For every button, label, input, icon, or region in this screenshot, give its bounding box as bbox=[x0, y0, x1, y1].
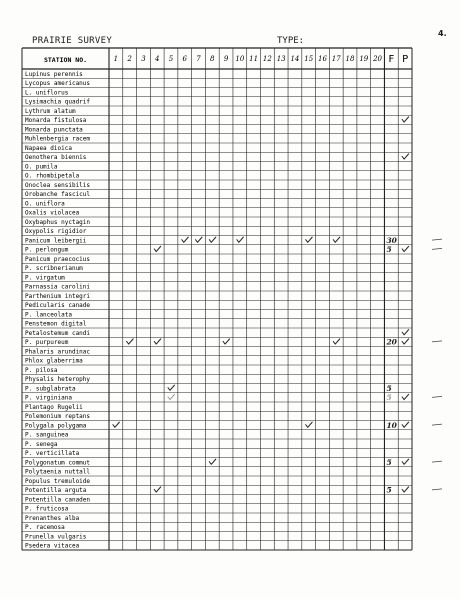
column-header-P: P bbox=[402, 54, 409, 65]
species-name: P. pilosa bbox=[25, 366, 58, 374]
check-mark bbox=[402, 422, 409, 427]
species-name: Phalaris arundinac bbox=[25, 348, 91, 356]
type-label: TYPE: bbox=[277, 36, 305, 46]
check-mark bbox=[154, 487, 161, 492]
species-name: Physalis heterophy bbox=[25, 376, 91, 384]
species-name: Lupinus perennis bbox=[25, 70, 83, 78]
margin-dash bbox=[432, 489, 442, 490]
check-mark bbox=[402, 154, 409, 159]
species-name: Petalostemum candi bbox=[25, 329, 91, 337]
column-header-15: 15 bbox=[304, 55, 314, 63]
check-mark bbox=[209, 459, 216, 464]
species-name: Pedicularis canade bbox=[25, 302, 91, 310]
column-header-7: 7 bbox=[196, 55, 201, 63]
margin-dash bbox=[432, 424, 442, 425]
check-mark bbox=[306, 237, 313, 242]
species-name: Onoclea sensibilis bbox=[25, 181, 91, 189]
species-name: O. uniflora bbox=[25, 200, 65, 208]
species-name: Psedera vitacea bbox=[25, 542, 80, 550]
frequency-value: 5 bbox=[386, 245, 392, 255]
species-name: P. sanguinea bbox=[25, 431, 69, 439]
species-name: Panicum praecocius bbox=[25, 255, 91, 263]
species-name: Lycopus americanus bbox=[25, 80, 91, 88]
column-header-17: 17 bbox=[331, 55, 341, 63]
species-name: Oenothera biennis bbox=[25, 154, 87, 162]
column-header-2: 2 bbox=[127, 55, 132, 63]
check-mark bbox=[402, 394, 409, 399]
column-header-8: 8 bbox=[210, 55, 215, 63]
frequency-value: 30 bbox=[386, 235, 397, 245]
species-name: Penstemon digital bbox=[25, 320, 87, 328]
station-number-header: STATION NO. bbox=[43, 56, 88, 64]
species-name: Plantago Rugelii bbox=[25, 403, 83, 411]
frequency-value: 5 bbox=[386, 383, 392, 393]
frequency-value: 20 bbox=[386, 337, 397, 347]
column-header-6: 6 bbox=[182, 55, 187, 63]
species-name: Oxypolis rigidior bbox=[25, 228, 87, 236]
species-name: Polygala polygama bbox=[25, 422, 87, 430]
check-mark bbox=[402, 117, 409, 122]
check-mark bbox=[168, 394, 175, 399]
species-name: P. verticillata bbox=[25, 450, 80, 458]
column-header-1: 1 bbox=[113, 55, 119, 63]
species-name: O. rhombipetala bbox=[25, 172, 80, 180]
species-name: Polygonatum commut bbox=[25, 459, 91, 467]
species-name: P. perlongum bbox=[25, 246, 69, 254]
check-mark bbox=[127, 339, 134, 344]
check-mark bbox=[154, 339, 161, 344]
species-name: Monarda punctata bbox=[25, 126, 83, 134]
margin-dash bbox=[432, 396, 442, 397]
species-name: Oxybaphus nyctagin bbox=[25, 218, 91, 226]
species-name: Phlox glaberrima bbox=[25, 357, 83, 365]
column-header-12: 12 bbox=[262, 55, 272, 63]
check-mark bbox=[306, 422, 313, 427]
species-name: Polemonium reptans bbox=[25, 413, 91, 421]
margin-dash bbox=[432, 341, 442, 342]
check-mark bbox=[154, 246, 161, 251]
check-mark bbox=[237, 237, 244, 242]
column-header-14: 14 bbox=[290, 55, 300, 63]
species-name: P. subglabrata bbox=[25, 385, 76, 393]
column-header-20: 20 bbox=[373, 55, 383, 63]
species-name: Orobanche fascicul bbox=[25, 191, 91, 199]
species-name: Polytaenia nuttall bbox=[25, 468, 91, 476]
species-name: Potentilla canaden bbox=[25, 496, 91, 504]
species-name: Monarda fistulosa bbox=[25, 117, 87, 125]
check-mark bbox=[113, 422, 120, 427]
column-header-19: 19 bbox=[359, 55, 369, 63]
column-header-3: 3 bbox=[141, 55, 146, 63]
check-mark bbox=[402, 330, 409, 335]
species-name: Lysimachia quadrif bbox=[25, 98, 91, 106]
species-name: Parnassia carolini bbox=[25, 283, 91, 291]
check-mark bbox=[196, 237, 203, 242]
check-mark bbox=[182, 237, 189, 242]
margin-dash bbox=[432, 461, 442, 462]
column-header-11: 11 bbox=[249, 55, 259, 63]
species-name: Panicum leibergii bbox=[25, 237, 87, 245]
column-header-16: 16 bbox=[318, 55, 327, 63]
frequency-value: 5 bbox=[386, 485, 392, 495]
species-name: Prunella vulgaris bbox=[25, 533, 87, 541]
column-header-4: 4 bbox=[154, 55, 160, 63]
species-name: L. uniflorus bbox=[25, 89, 69, 97]
column-header-9: 9 bbox=[223, 55, 229, 63]
check-mark bbox=[402, 487, 409, 492]
column-header-13: 13 bbox=[276, 55, 286, 63]
check-mark bbox=[402, 339, 409, 344]
check-mark bbox=[402, 246, 409, 251]
check-mark bbox=[168, 385, 175, 390]
species-name: P. virgatum bbox=[25, 274, 65, 282]
species-name: Oxalis violacea bbox=[25, 209, 80, 217]
page-number-mark: 4. bbox=[438, 29, 447, 38]
check-mark bbox=[223, 339, 230, 344]
species-name: Prenanthes alba bbox=[25, 514, 80, 522]
species-name: P. lanceolata bbox=[25, 311, 72, 319]
margin-dash bbox=[432, 248, 442, 249]
species-name: Lythrum alatum bbox=[25, 107, 76, 115]
page-title: PRAIRIE SURVEY bbox=[32, 36, 113, 46]
frequency-value: 5 bbox=[386, 393, 392, 403]
check-mark bbox=[333, 339, 340, 344]
column-header-5: 5 bbox=[168, 55, 174, 63]
margin-dash bbox=[432, 239, 442, 240]
check-mark bbox=[333, 237, 340, 242]
species-name: P. scribnerianum bbox=[25, 265, 83, 273]
check-mark bbox=[402, 459, 409, 464]
column-header-F: F bbox=[388, 54, 395, 65]
species-name: Populus tremuloide bbox=[25, 477, 91, 485]
species-name: O. pumila bbox=[25, 163, 58, 171]
column-header-10: 10 bbox=[235, 55, 245, 63]
species-name: Napaea dioica bbox=[25, 144, 72, 152]
species-name: Parthenium integri bbox=[25, 292, 91, 300]
species-name: P. virginiana bbox=[25, 394, 72, 402]
frequency-value: 10 bbox=[386, 420, 397, 430]
species-name: Potentilla arguta bbox=[25, 487, 87, 495]
frequency-value: 5 bbox=[386, 457, 392, 467]
species-name: P. purpureum bbox=[25, 339, 69, 347]
check-mark bbox=[209, 237, 216, 242]
species-name: Muhlenbergia racem bbox=[25, 135, 91, 143]
species-name: P. fruticosa bbox=[25, 505, 69, 513]
species-name: P. racemosa bbox=[25, 524, 65, 532]
column-header-18: 18 bbox=[345, 55, 355, 63]
species-name: P. senega bbox=[25, 440, 58, 448]
